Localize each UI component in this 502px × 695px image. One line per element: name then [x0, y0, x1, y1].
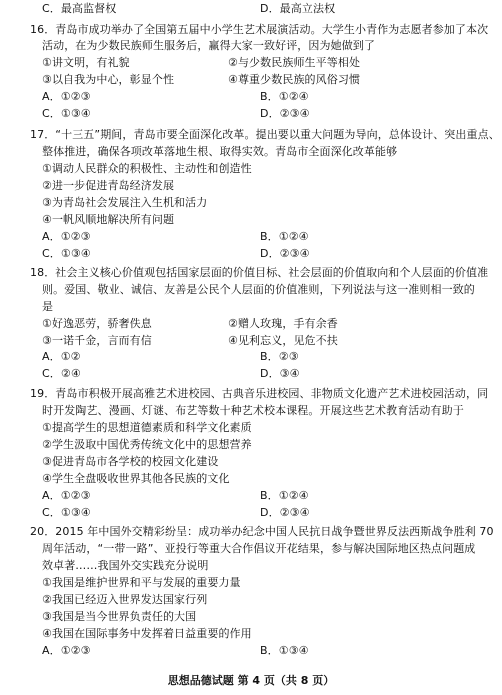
q20-statement-3: ③我国是当今世界负责任的大国 [42, 610, 197, 623]
q19-choice-c: C．①③④ [42, 506, 91, 519]
prev-option-c: C．最高监督权 [42, 2, 117, 15]
q17-statement-2: ②进一步促进青岛经济发展 [42, 179, 175, 192]
q17-choice-c: C．①③④ [42, 247, 91, 260]
q18-stem-line3: 是 [42, 300, 54, 313]
q19-statement-4: ④学生全盘吸收世界其他各民族的文化 [42, 472, 230, 485]
q16-choice-c: C．①③④ [42, 107, 91, 120]
q16-choice-a: A．①②③ [42, 90, 91, 103]
q16-statement-2: ②与少数民族师生平等相处 [228, 56, 361, 69]
q20-statement-2: ②我国已经迈入世界发达国家行列 [42, 593, 208, 606]
page-footer: 思想品德试题 第 4 页（共 8 页） [167, 674, 335, 687]
q17-choice-b: B．①②④ [260, 230, 309, 243]
q20-stem-line3: 效卓著……我国外交实践充分说明 [42, 559, 209, 572]
q19-stem-line2: 时开发陶艺、漫画、灯谜、布艺等数十种艺术校本课程。开展这些艺术教育活动有助于 [42, 404, 464, 417]
q16-stem-line2: 活动，在为少数民族师生服务后，赢得大家一致好评，因为她做到了 [42, 39, 375, 52]
q16-statement-3: ③以自我为中心，彰显个性 [42, 73, 175, 86]
q18-choice-a: A．①② [42, 350, 81, 363]
q18-choice-d: D．③④ [260, 367, 300, 380]
q17-choice-a: A．①②③ [42, 230, 91, 243]
q19-statement-3: ③促进青岛市各学校的校园文化建设 [42, 455, 219, 468]
q16-statement-1: ①讲文明，有礼貌 [42, 56, 130, 69]
q16-stem-line1: 16．青岛市成功举办了全国第五届中小学生艺术展演活动。大学生小青作为志愿者参加了本次 [30, 23, 489, 36]
q17-statement-3: ③为青岛社会发展注入生机和活力 [42, 196, 208, 209]
q18-stem-line1: 18．社会主义核心价值观包括国家层面的价值目标、社会层面的价值取向和个人层面的价值准 [30, 266, 489, 279]
q20-statement-4: ④我国在国际事务中发挥着日益重要的作用 [42, 627, 252, 640]
q18-choice-b: B．②③ [260, 350, 299, 363]
q17-statement-1: ①调动人民群众的积极性、主动性和创造性 [42, 162, 252, 175]
q19-choice-d: D．②③④ [260, 506, 310, 519]
q20-choice-b: B．①③④ [260, 644, 309, 657]
prev-option-d: D．最高立法权 [260, 2, 336, 15]
q16-statement-4: ④尊重少数民族的风俗习惯 [228, 73, 361, 86]
q16-choice-b: B．①②④ [260, 90, 309, 103]
q18-statement-4: ④见利忘义，见危不扶 [228, 334, 338, 347]
q17-choice-d: D．②③④ [260, 247, 310, 260]
q19-stem-line1: 19．青岛市积极开展高雅艺术进校园、古典音乐进校园、非物质文化遗产艺术进校园活动，同 [30, 387, 489, 400]
q20-stem-line2: 周年活动，“一带一路”、亚投行等重大合作倡议开花结果，参与解决国际地区热点问题成 [42, 542, 476, 555]
q20-statement-1: ①我国是维护世界和平与发展的重要力量 [42, 576, 241, 589]
q18-statement-3: ③一诺千金，言而有信 [42, 334, 152, 347]
q19-choice-b: B．①②④ [260, 489, 309, 502]
q20-stem-line1: 20．2015 年中国外交精彩纷呈：成功举办纪念中国人民抗日战争暨世界反法西斯战争胜利 70 [30, 525, 494, 538]
q18-stem-line2: 则。爱国、敬业、诚信、友善是公民个人层面的价值准则，下列说法与这一准则相一致的 [42, 283, 475, 296]
q17-stem-line1: 17．“十三五”期间，青岛市要全面深化改革。提出要以重大问题为导向，总体设计、突出重点、 [30, 128, 500, 141]
q16-choice-d: D．②③④ [260, 107, 310, 120]
q17-stem-line2: 整体推进，确保各项改革落地生根、取得实效。青岛市全面深化改革能够 [42, 145, 398, 158]
q18-statement-1: ①好逸恶劳，骄奢佚息 [42, 317, 152, 330]
q20-choice-a: A．①②③ [42, 644, 91, 657]
q17-statement-4: ④一帆风顺地解决所有问题 [42, 213, 175, 226]
q19-statement-2: ②学生汲取中国优秀传统文化中的思想营养 [42, 438, 252, 451]
q18-choice-c: C．②④ [42, 367, 81, 380]
q19-choice-a: A．①②③ [42, 489, 91, 502]
q18-statement-2: ②赠人玫瑰，手有余香 [228, 317, 338, 330]
q19-statement-1: ①提高学生的思想道德素质和科学文化素质 [42, 421, 252, 434]
